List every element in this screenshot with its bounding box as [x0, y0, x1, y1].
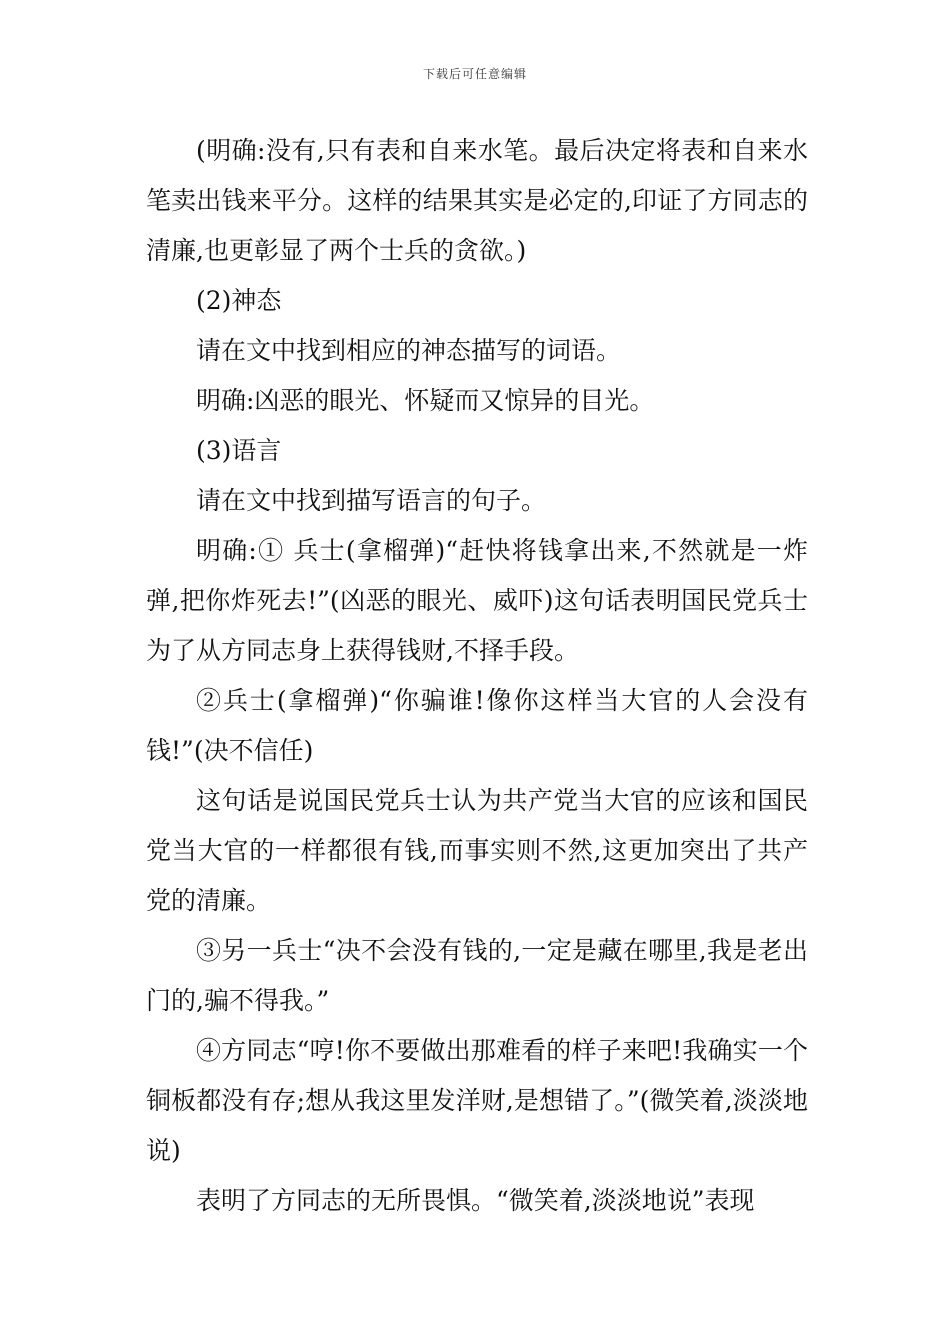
paragraph-language-answer-3: ③另一兵士“决不会没有钱的,一定是藏在哪里,我是老出门的,骗不得我。”: [146, 936, 808, 1015]
document-body: [146, 126, 808, 1226]
heading-expression: (2)神态: [196, 286, 282, 315]
paragraph-language-task: 请在文中找到描写语言的句子。: [196, 486, 547, 515]
paragraph-expression-task: 请在文中找到相应的神态描写的词语。: [196, 336, 622, 365]
heading-language: (3)语言: [196, 436, 282, 465]
page-header: 下载后可任意编辑: [422, 67, 527, 81]
paragraph-analysis-4: 表明了方同志的无所畏惧。“微笑着,淡淡地说”表现: [196, 1186, 755, 1215]
paragraph-analysis-2: 这句话是说国民党兵士认为共产党当大官的应该和国民党当大官的一样都很有钱,而事实则不然,这更加突出了共产党的清廉。: [146, 786, 808, 915]
paragraph-language-answer-1: 明确:① 兵士(拿榴弹)“赶快将钱拿出来,不然就是一炸弹,把你炸死去!”(凶恶的眼光、威吓)这句话表明国民党兵士为了从方同志身上获得钱财,不择手段。: [146, 536, 808, 665]
paragraph-expression-answer: 明确:凶恶的眼光、怀疑而又惊异的目光。: [196, 386, 655, 415]
paragraph-language-answer-2: ②兵士(拿榴弹)“你骗谁!像你这样当大官的人会没有钱!”(决不信任): [146, 686, 808, 765]
paragraph-answer-conclusion: (明确:没有,只有表和自来水笔。最后决定将表和自来水笔卖出钱来平分。这样的结果其实是必定的,印证了方同志的清廉,也更彰显了两个士兵的贪欲。): [146, 136, 808, 265]
paragraph-language-answer-4: ④方同志“哼!你不要做出那难看的样子来吧!我确实一个铜板都没有存;想从我这里发洋财,是想错了。”(微笑着,淡淡地说): [146, 1036, 808, 1165]
